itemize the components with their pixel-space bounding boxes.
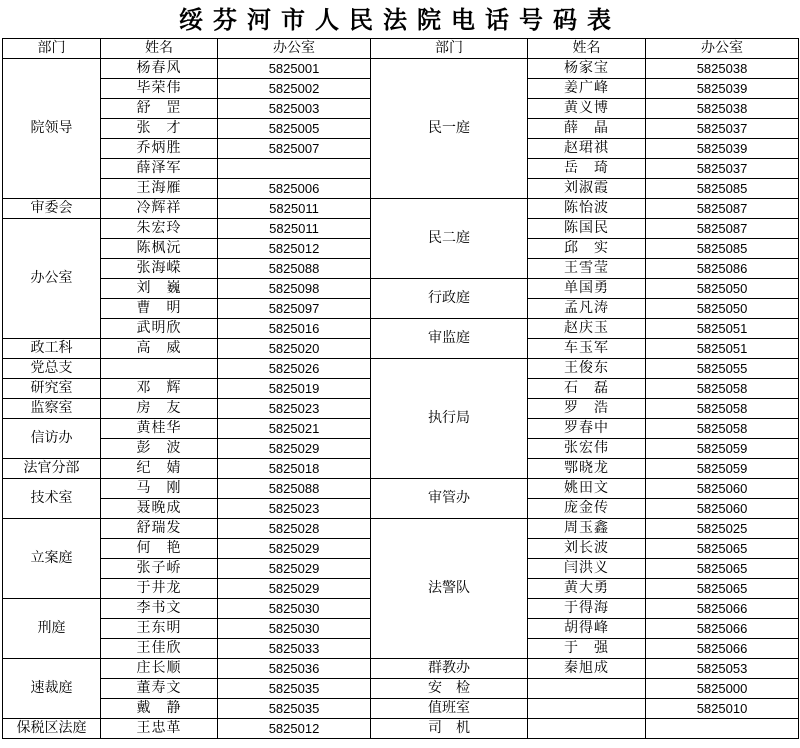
office-phone-cell: 5825011	[218, 219, 371, 239]
office-phone-cell: 5825011	[218, 199, 371, 219]
office-phone-cell: 5825058	[646, 379, 799, 399]
office-phone-cell: 5825002	[218, 79, 371, 99]
name-cell: 庞金传	[528, 499, 646, 519]
office-phone-cell: 5825029	[218, 579, 371, 599]
office-phone-cell: 5825066	[646, 599, 799, 619]
name-cell: 武明欣	[101, 319, 218, 339]
name-cell: 刘长波	[528, 539, 646, 559]
table-row	[3, 279, 799, 299]
dept-cell: 监察室	[3, 399, 101, 419]
office-phone-cell: 5825035	[218, 699, 371, 719]
office-phone-cell: 5825087	[646, 199, 799, 219]
office-phone-cell: 5825030	[218, 599, 371, 619]
name-cell: 周玉鑫	[528, 519, 646, 539]
name-cell: 毕荣伟	[101, 79, 218, 99]
header-name: 姓名	[101, 39, 218, 59]
header-office: 办公室	[646, 39, 799, 59]
name-cell: 李书文	[101, 599, 218, 619]
table-row	[3, 719, 799, 739]
name-cell: 朱宏玲	[101, 219, 218, 239]
name-cell: 曹 明	[101, 299, 218, 319]
office-phone-cell: 5825038	[646, 59, 799, 79]
office-phone-cell: 5825051	[646, 339, 799, 359]
name-cell: 王忠革	[101, 719, 218, 739]
name-cell: 冷辉祥	[101, 199, 218, 219]
name-cell: 舒 罡	[101, 99, 218, 119]
name-cell: 杨春风	[101, 59, 218, 79]
dept-cell: 刑庭	[3, 599, 101, 659]
name-cell: 王海雁	[101, 179, 218, 199]
table-row	[3, 359, 799, 379]
office-phone-cell: 5825066	[646, 619, 799, 639]
office-phone-cell: 5825018	[218, 459, 371, 479]
dept-cell: 民二庭	[371, 199, 528, 279]
page-title: 绥芬河市人民法院电话号码表	[179, 5, 621, 34]
name-cell: 乔炳胜	[101, 139, 218, 159]
header-dept: 部门	[3, 39, 101, 59]
dept-cell: 研究室	[3, 379, 101, 399]
office-phone-cell: 5825003	[218, 99, 371, 119]
office-phone-cell: 5825088	[218, 479, 371, 499]
office-phone-cell: 5825050	[646, 279, 799, 299]
office-phone-cell: 5825012	[218, 239, 371, 259]
dept-cell: 政工科	[3, 339, 101, 359]
office-phone-cell: 5825006	[218, 179, 371, 199]
office-phone-cell: 5825000	[646, 679, 799, 699]
name-cell	[528, 719, 646, 739]
name-cell: 陈国民	[528, 219, 646, 239]
name-cell: 张子峤	[101, 559, 218, 579]
office-phone-cell: 5825019	[218, 379, 371, 399]
office-phone-cell: 5825058	[646, 399, 799, 419]
office-phone-cell: 5825023	[218, 499, 371, 519]
name-cell: 马 刚	[101, 479, 218, 499]
header-row	[3, 39, 799, 59]
office-phone-cell: 5825065	[646, 559, 799, 579]
office-phone-cell: 5825038	[646, 99, 799, 119]
name-cell: 石 磊	[528, 379, 646, 399]
dept-cell: 群教办	[371, 659, 528, 679]
office-phone-cell: 5825010	[646, 699, 799, 719]
dept-cell: 安 检	[371, 679, 528, 699]
header-dept: 部门	[371, 39, 528, 59]
name-cell: 岳 琦	[528, 159, 646, 179]
table-row	[3, 659, 799, 679]
office-phone-cell: 5825085	[646, 239, 799, 259]
dept-cell: 审委会	[3, 199, 101, 219]
name-cell: 张 才	[101, 119, 218, 139]
office-phone-cell: 5825065	[646, 579, 799, 599]
office-phone-cell: 5825087	[646, 219, 799, 239]
name-cell: 邱 实	[528, 239, 646, 259]
office-phone-cell: 5825026	[218, 359, 371, 379]
dept-cell: 信访办	[3, 419, 101, 459]
office-phone-cell: 5825060	[646, 479, 799, 499]
name-cell: 张海嵘	[101, 259, 218, 279]
table-row	[3, 679, 799, 699]
office-phone-cell: 5825012	[218, 719, 371, 739]
name-cell: 高 威	[101, 339, 218, 359]
dept-cell: 审监庭	[371, 319, 528, 359]
office-phone-cell: 5825039	[646, 139, 799, 159]
office-phone-cell: 5825025	[646, 519, 799, 539]
name-cell: 王雪莹	[528, 259, 646, 279]
office-phone-cell: 5825023	[218, 399, 371, 419]
office-phone-cell: 5825036	[218, 659, 371, 679]
name-cell: 邓 辉	[101, 379, 218, 399]
phone-directory	[2, 0, 798, 739]
name-cell: 单国勇	[528, 279, 646, 299]
dept-cell: 法警队	[371, 519, 528, 659]
name-cell: 彭 波	[101, 439, 218, 459]
office-phone-cell: 5825016	[218, 319, 371, 339]
table-row	[3, 59, 799, 79]
office-phone-cell: 5825058	[646, 419, 799, 439]
directory-table	[2, 38, 799, 739]
name-cell: 何 艳	[101, 539, 218, 559]
name-cell	[101, 359, 218, 379]
dept-cell: 立案庭	[3, 519, 101, 599]
office-phone-cell: 5825065	[646, 539, 799, 559]
name-cell: 秦旭成	[528, 659, 646, 679]
name-cell: 刘 巍	[101, 279, 218, 299]
office-phone-cell: 5825088	[218, 259, 371, 279]
name-cell	[528, 699, 646, 719]
name-cell: 赵珺祺	[528, 139, 646, 159]
dept-cell: 民一庭	[371, 59, 528, 199]
office-phone-cell: 5825021	[218, 419, 371, 439]
table-row	[3, 519, 799, 539]
table-row	[3, 479, 799, 499]
office-phone-cell: 5825050	[646, 299, 799, 319]
dept-cell: 技术室	[3, 479, 101, 519]
office-phone-cell: 5825005	[218, 119, 371, 139]
office-phone-cell: 5825033	[218, 639, 371, 659]
name-cell: 于 强	[528, 639, 646, 659]
office-phone-cell: 5825086	[646, 259, 799, 279]
office-phone-cell: 5825053	[646, 659, 799, 679]
dept-cell: 审管办	[371, 479, 528, 519]
office-phone-cell	[218, 159, 371, 179]
name-cell: 房 友	[101, 399, 218, 419]
header-office: 办公室	[218, 39, 371, 59]
dept-cell: 保税区法庭	[3, 719, 101, 739]
office-phone-cell: 5825060	[646, 499, 799, 519]
dept-cell: 办公室	[3, 219, 101, 339]
office-phone-cell: 5825020	[218, 339, 371, 359]
name-cell: 王俊东	[528, 359, 646, 379]
office-phone-cell: 5825028	[218, 519, 371, 539]
name-cell: 张宏伟	[528, 439, 646, 459]
name-cell: 姚田文	[528, 479, 646, 499]
name-cell: 黄义博	[528, 99, 646, 119]
name-cell: 车玉军	[528, 339, 646, 359]
header-name: 姓名	[528, 39, 646, 59]
dept-cell: 行政庭	[371, 279, 528, 319]
dept-cell: 法官分部	[3, 459, 101, 479]
name-cell: 庄长顺	[101, 659, 218, 679]
office-phone-cell: 5825059	[646, 459, 799, 479]
office-phone-cell: 5825029	[218, 539, 371, 559]
dept-cell: 执行局	[371, 359, 528, 479]
name-cell: 陈怡波	[528, 199, 646, 219]
name-cell: 罗春中	[528, 419, 646, 439]
name-cell: 王东明	[101, 619, 218, 639]
name-cell: 罗 浩	[528, 399, 646, 419]
name-cell: 黄大勇	[528, 579, 646, 599]
name-cell	[528, 679, 646, 699]
name-cell: 赵庆玉	[528, 319, 646, 339]
office-phone-cell: 5825098	[218, 279, 371, 299]
name-cell: 薛 晶	[528, 119, 646, 139]
office-phone-cell	[646, 719, 799, 739]
name-cell: 鄂晓龙	[528, 459, 646, 479]
office-phone-cell: 5825037	[646, 119, 799, 139]
table-row	[3, 319, 799, 339]
dept-cell: 值班室	[371, 699, 528, 719]
name-cell: 于得海	[528, 599, 646, 619]
name-cell: 董寿文	[101, 679, 218, 699]
name-cell: 姜广峰	[528, 79, 646, 99]
name-cell: 聂晚成	[101, 499, 218, 519]
name-cell: 孟凡涛	[528, 299, 646, 319]
office-phone-cell: 5825029	[218, 559, 371, 579]
name-cell: 王佳欣	[101, 639, 218, 659]
dept-cell: 速裁庭	[3, 659, 101, 719]
office-phone-cell: 5825066	[646, 639, 799, 659]
name-cell: 杨家宝	[528, 59, 646, 79]
name-cell: 黄桂华	[101, 419, 218, 439]
name-cell: 陈枫沅	[101, 239, 218, 259]
name-cell: 戴 静	[101, 699, 218, 719]
name-cell: 舒瑞发	[101, 519, 218, 539]
table-row	[3, 699, 799, 719]
dept-cell: 院领导	[3, 59, 101, 199]
office-phone-cell: 5825035	[218, 679, 371, 699]
office-phone-cell: 5825059	[646, 439, 799, 459]
name-cell: 薛泽军	[101, 159, 218, 179]
dept-cell: 党总支	[3, 359, 101, 379]
office-phone-cell: 5825029	[218, 439, 371, 459]
office-phone-cell: 5825007	[218, 139, 371, 159]
name-cell: 纪 婧	[101, 459, 218, 479]
office-phone-cell: 5825030	[218, 619, 371, 639]
name-cell: 胡得峰	[528, 619, 646, 639]
name-cell: 闫洪义	[528, 559, 646, 579]
office-phone-cell: 5825051	[646, 319, 799, 339]
office-phone-cell: 5825037	[646, 159, 799, 179]
office-phone-cell: 5825001	[218, 59, 371, 79]
office-phone-cell: 5825097	[218, 299, 371, 319]
office-phone-cell: 5825055	[646, 359, 799, 379]
name-cell: 刘淑霞	[528, 179, 646, 199]
office-phone-cell: 5825039	[646, 79, 799, 99]
dept-cell: 司 机	[371, 719, 528, 739]
table-row	[3, 199, 799, 219]
name-cell: 于井龙	[101, 579, 218, 599]
office-phone-cell: 5825085	[646, 179, 799, 199]
